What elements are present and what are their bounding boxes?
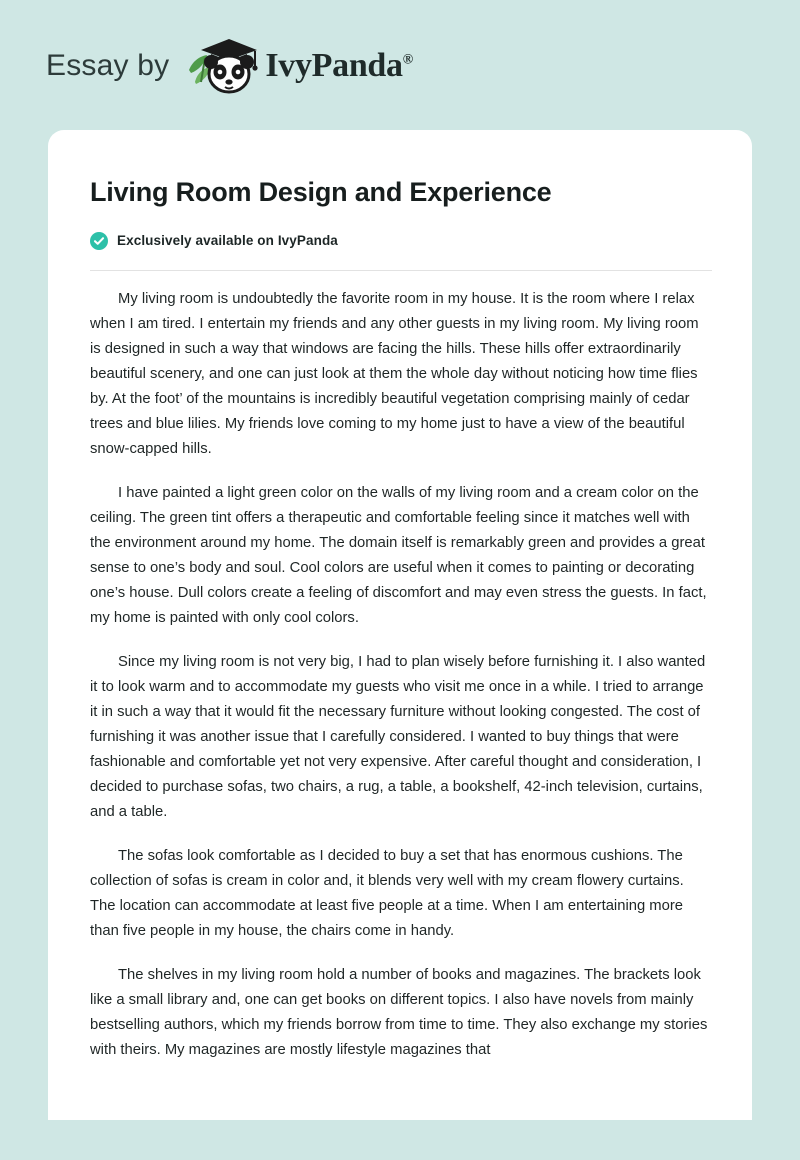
paragraph: The sofas look comfortable as I decided to buy a set that has enormous cushions. The collection of sofas is cream in color and, it blends very well with my cream flowery curtains. The location can accommodate at least five people at a time. When I am entertaining more than five people in my house, the chairs come in handy. [90, 847, 684, 939]
paragraph: The shelves in my living room hold a number of books and magazines. The brackets look like a small library and, one can get books on different topics. I also have novels from mainly bestselling authors, which my friends borrow from time to time. They also exchange my stories with theirs. My magazines are mostly lifestyle magazines that [90, 966, 708, 1058]
check-circle-icon [90, 232, 108, 250]
brand-name-text: IvyPanda [265, 47, 403, 84]
essay-body [90, 287, 712, 1063]
registered-mark: ® [402, 52, 413, 68]
ivypanda-panda-logo-icon [185, 36, 263, 96]
title-divider [90, 270, 712, 271]
essay-by-label: Essay by [46, 49, 170, 82]
page-title: Living Room Design and Experience [90, 177, 552, 207]
paragraph: My living room is undoubtedly the favorite room in my house. It is the room where I relax when I am tired. I entertain my friends and any other guests in my living room. My living room is designed in such a way that windows are facing the hills. These hills offer extraordinarily beautiful scenery, and one can just look at them the whole day without noticing how time flies by. At the foot’ of the mountains is incredibly beautiful vegetation comprising mainly of cedar trees and blue lilies. My friends love coming to my home just to have a view of the beautiful snow-capped hills. [90, 290, 699, 457]
essay-card [48, 130, 752, 1120]
paragraph: I have painted a light green color on the walls of my living room and a cream color on the ceiling. The green tint offers a therapeutic and comfortable feeling since it matches well with the environment around my home. The domain itself is remarkably green and provides a great sense to one’s body and soul. Cool colors are useful when it comes to painting or decorating one’s house. Dull colors create a feeling of discomfort and may even stress the guests. In fact, my home is painted with only cool colors. [90, 484, 707, 626]
paragraph: Since my living room is not very big, I had to plan wisely before furnishing it. I also wanted it to look warm and to accommodate my guests who visit me once in a while. I tried to arrange it in such a way that it would fit the necessary furniture without looking congested. The cost of furnishing it was another issue that I carefully considered. I wanted to buy things that were fashionable and comfortable yet not very expensive. After careful thought and consideration, I decided to purchase sofas, two chairs, a rug, a table, a bookshelf, 42-inch television, curtains, and a table. [90, 653, 706, 820]
ivypanda-brand[interactable] [185, 36, 413, 96]
exclusive-badge [90, 232, 712, 250]
site-header [0, 0, 800, 92]
brand-name [265, 49, 413, 83]
exclusive-label: Exclusively available on IvyPanda [117, 233, 338, 249]
